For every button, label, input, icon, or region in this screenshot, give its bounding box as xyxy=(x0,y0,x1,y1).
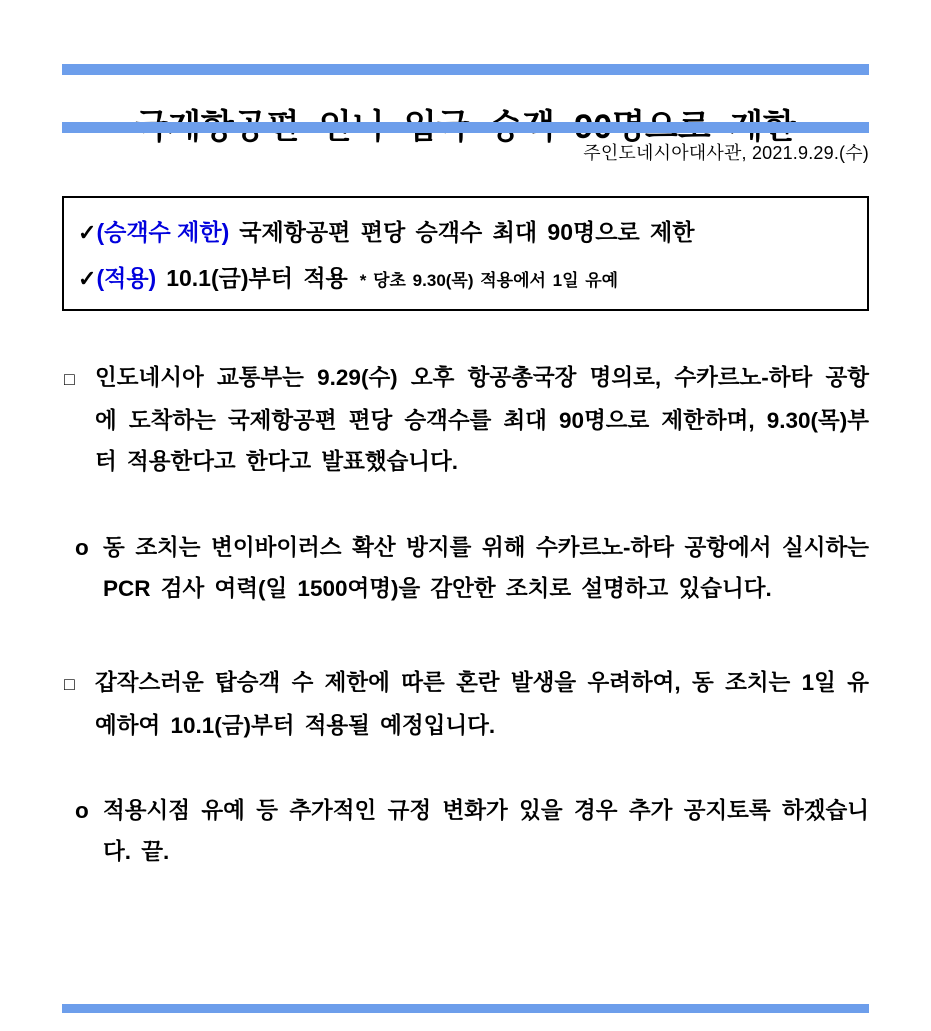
title-underline-bar xyxy=(62,122,869,133)
paragraph-text: 갑작스러운 탑승객 수 제한에 따른 혼란 발생을 우려하여, 동 조치는 1일 유예하여 10.1(금)부터 적용될 예정입니다. xyxy=(95,670,869,738)
summary-line-passenger-limit xyxy=(78,209,853,255)
square-bullet-icon: □ xyxy=(64,674,75,694)
paragraph-grace-period xyxy=(62,662,869,746)
circle-bullet-icon: o xyxy=(75,798,89,823)
issuer-date-byline: 주인도네시아대사관, 2021.9.29.(수) xyxy=(583,143,869,163)
checkmark-icon: ✓ xyxy=(78,220,97,245)
paragraph-text: 인도네시아 교통부는 9.29(수) 오후 항공총국장 명의로, 수카르노-하타 공항에 도착하는 국제항공편 편당 승객수를 최대 90명으로 제한하며, 9.30(목)부터 적용한다고 한다고 발표했습니다. xyxy=(95,365,869,474)
summary-label: (적용) xyxy=(96,265,157,291)
summary-label: (승객수 제한) xyxy=(96,219,230,245)
bottom-accent-bar xyxy=(62,1004,869,1013)
paragraph-reason xyxy=(62,527,869,609)
paragraph-further-notice xyxy=(62,790,869,872)
summary-text: 10.1(금)부터 적용 xyxy=(166,265,348,291)
summary-line-effective-date xyxy=(78,255,853,301)
paragraph-text: 적용시점 유예 등 추가적인 규정 변화가 있을 경우 추가 공지토록 하겠습니다. 끝. xyxy=(103,798,869,864)
checkmark-icon: ✓ xyxy=(78,266,97,291)
paragraph-text: 동 조치는 변이바이러스 확산 방지를 위해 수카르노-하타 공항에서 실시하는 PCR 검사 여력(일 1500여명)을 감안한 조치로 설명하고 있습니다. xyxy=(103,535,869,601)
square-bullet-icon: □ xyxy=(64,369,75,389)
summary-text: 국제항공편 편당 승객수 최대 90명으로 제한 xyxy=(239,219,695,245)
top-accent-bar xyxy=(62,64,869,75)
paragraph-announcement xyxy=(62,357,869,482)
circle-bullet-icon: o xyxy=(75,535,89,560)
summary-box xyxy=(62,196,869,311)
summary-note: * 당초 9.30(목) 적용에서 1일 유예 xyxy=(359,271,619,290)
